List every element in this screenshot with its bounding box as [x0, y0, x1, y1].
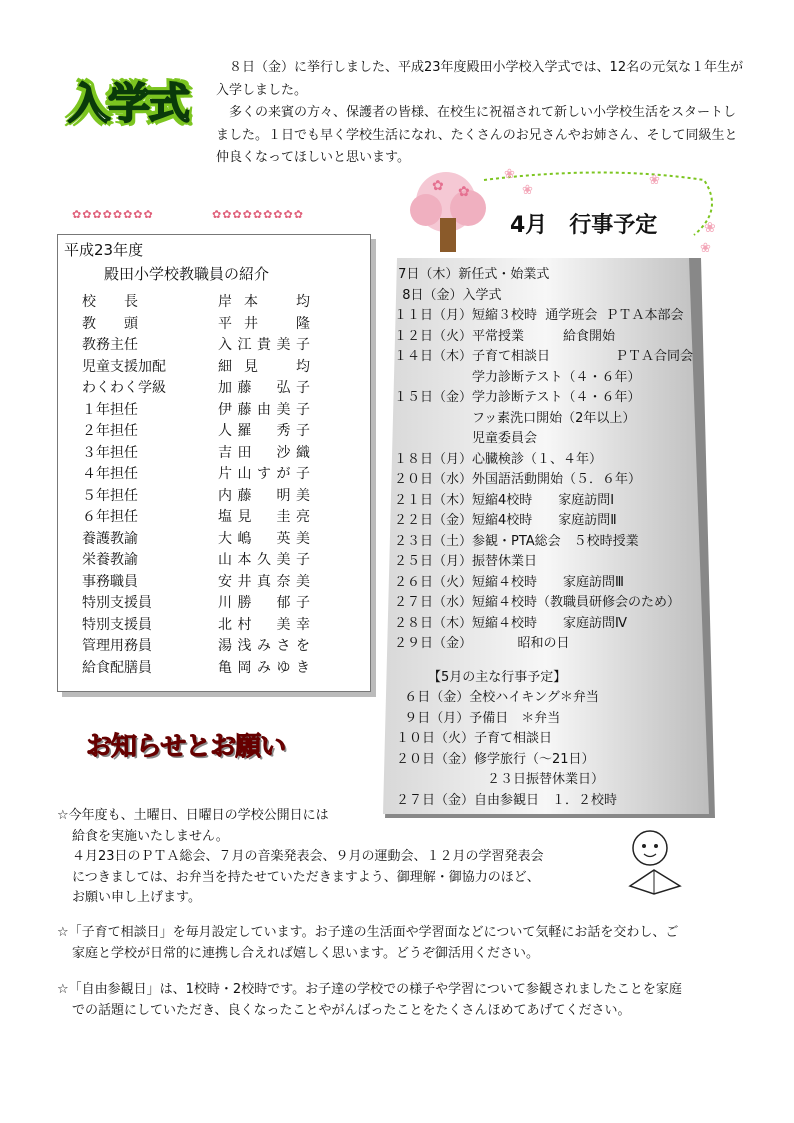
flower-decoration-icon: ✿✿✿✿✿✿✿✿✿: [212, 208, 304, 221]
staff-name: 細見 均: [218, 358, 310, 375]
entrance-ceremony-text: [216, 57, 748, 170]
staff-role: 事務職員: [82, 573, 138, 590]
staff-name: 北村 美幸: [218, 616, 310, 633]
notice-line: ４月23日のＰＴＡ総会、７月の音楽発表会、９月の運動会、１２月の学習発表会: [72, 849, 544, 865]
event-row: ６日（金）全校ハイキング＊弁当: [396, 690, 599, 705]
staff-name: 湯浅みさを: [218, 638, 310, 654]
staff-role: 校 長: [82, 294, 138, 310]
staff-role: 教務主任: [82, 337, 138, 353]
event-row: 8日（金）入学式: [394, 287, 502, 303]
staff-row: [82, 571, 362, 593]
notice-item: [57, 923, 747, 964]
notice-list: [57, 806, 747, 1021]
staff-role: わくわく学級: [82, 380, 166, 396]
staff-role: 給食配膳員: [82, 659, 152, 676]
event-row: ２３日振替休業日）: [396, 772, 605, 787]
flower-decoration-icon: ✿✿✿✿✿✿✿✿: [72, 208, 154, 221]
svg-text:❀: ❀: [504, 167, 515, 182]
event-row: ２７日（水）短縮４校時（教職員研修会のため）: [394, 595, 681, 610]
staff-row: [82, 506, 362, 528]
staff-row: [82, 528, 362, 550]
svg-text:✿: ✿: [432, 178, 444, 194]
event-row: 児童委員会: [394, 431, 538, 446]
staff-name: 伊藤由美子: [218, 401, 310, 418]
staff-row: [82, 291, 362, 313]
staff-name: 吉田 沙織: [218, 444, 310, 461]
svg-text:❀: ❀: [704, 220, 716, 236]
event-row: 7日（木）新任式・始業式: [394, 267, 550, 282]
event-row: １１日（月）短縮３校時 通学班会 ＰＴＡ本部会: [394, 308, 684, 323]
staff-row: [82, 485, 362, 507]
event-row: ２０日（水）外国語活動開始（５．６年）: [394, 472, 642, 487]
event-row: ２３日（土）参観・PTA総会 ５校時授業: [394, 533, 639, 549]
notice-line: ☆今年度も、土曜日、日曜日の学校公開日には: [57, 808, 329, 823]
svg-text:✿: ✿: [458, 184, 470, 200]
april-event-list: [394, 263, 724, 653]
staff-row: [82, 420, 362, 442]
event-row: ２５日（月）振替休業日: [394, 554, 538, 569]
staff-role: １年担任: [82, 401, 138, 418]
staff-role: 児童支援加配: [82, 358, 166, 375]
staff-row: [82, 334, 362, 356]
staff-header-title: 殿田小学校教職員の紹介: [104, 265, 270, 283]
notice-item: [57, 980, 747, 1021]
staff-role: 養護教諭: [82, 530, 138, 547]
staff-role: 栄養教諭: [82, 552, 138, 568]
svg-text:❀: ❀: [649, 173, 660, 188]
event-row: 学力診断テスト（４・６年）: [394, 369, 641, 385]
staff-row: [82, 399, 362, 421]
svg-text:❀: ❀: [522, 183, 533, 198]
event-row: ９日（月）予備日 ＊弁当: [396, 710, 561, 726]
notice-line: お願い申し上げます。: [72, 890, 201, 906]
event-row: ２０日（金）修学旅行（～21日）: [396, 751, 595, 767]
staff-name: 川勝 郁子: [218, 595, 310, 611]
event-row: ２１日（木）短縮4校時 家庭訪問Ⅰ: [394, 492, 615, 508]
notice-line: ☆「子育て相談日」を毎月設定しています。お子達の生活面や学習面などについて気軽にお話を交わし、ご: [57, 924, 679, 940]
may-event-list: [396, 686, 617, 809]
staff-row: [82, 657, 362, 679]
staff-row: [82, 592, 362, 614]
staff-role: ３年担任: [82, 444, 138, 461]
event-row: １４日（木）子育て相談日 ＰＴＡ合同会: [394, 349, 694, 364]
staff-introduction-box: [57, 234, 371, 692]
staff-name: 加藤 弘子: [218, 380, 310, 396]
staff-name: 安井真奈美: [218, 573, 310, 590]
staff-role: ４年担任: [82, 466, 138, 482]
staff-name: 山本久美子: [218, 552, 310, 568]
event-row: ２６日（火）短縮４校時 家庭訪問Ⅲ: [394, 574, 624, 590]
notice-item: [57, 806, 747, 909]
staff-row: [82, 463, 362, 485]
staff-role: ６年担任: [82, 509, 138, 525]
staff-name: 塩見 圭亮: [218, 509, 310, 525]
april-schedule-title: 4月 行事予定: [510, 213, 658, 238]
event-row: １２日（火）平常授業 給食開始: [394, 328, 616, 344]
staff-role: 管理用務員: [82, 638, 152, 654]
staff-name: 岸本 均: [218, 294, 310, 310]
staff-role: ５年担任: [82, 487, 138, 504]
staff-row: [82, 442, 362, 464]
notice-line: ☆「自由参観日」は、1校時・2校時です。お子達の学校での様子や学習について参観されましたことを家庭: [57, 982, 682, 998]
staff-name: 入江貴美子: [218, 337, 310, 353]
staff-name: 人羅 秀子: [218, 423, 310, 439]
staff-header-year: 平成23年度: [64, 241, 144, 259]
staff-row: [82, 635, 362, 657]
entrance-ceremony-title: 入学式: [68, 79, 189, 128]
staff-role: 特別支援員: [82, 616, 152, 633]
notice-line: での話題にしていただき、良くなったことやがんばったことをたくさんほめてあげてください。: [72, 1002, 631, 1018]
event-row: ２９日（金） 昭和の日: [394, 636, 570, 651]
staff-name: 亀岡みゆき: [218, 659, 310, 676]
staff-role: 特別支援員: [82, 595, 152, 611]
staff-role: ２年担任: [82, 423, 138, 439]
event-row: ２７日（金）自由参観日 １．２校時: [396, 792, 618, 808]
event-row: ２８日（木）短縮４校時 家庭訪問Ⅳ: [394, 615, 627, 631]
staff-name: 内藤 明美: [218, 487, 310, 504]
staff-role: 教 頭: [82, 315, 138, 332]
staff-row: [82, 377, 362, 399]
staff-row: [82, 313, 362, 335]
svg-text:❀: ❀: [700, 241, 711, 256]
notice-line: 給食を実施いたしません。: [72, 828, 229, 844]
may-schedule-title: 【5月の主な行事予定】: [428, 670, 567, 685]
staff-row: [82, 549, 362, 571]
staff-list: [82, 291, 362, 678]
intro-paragraph: 多くの来賓の方々、保護者の皆様、在校生に祝福されて新しい小学校生活をスタートしました。１日でも早く学校生活になれ、たくさんのお兄さんやお姉さん、そして同級生と仲良くなってほしいと思います。: [216, 105, 738, 166]
staff-row: [82, 614, 362, 636]
event-row: フッ素洗口開始（2年以上）: [394, 410, 636, 426]
notice-line: につきましては、お弁当を持たせていただきますよう、御理解・御協力のほど、: [72, 869, 540, 885]
notice-title: お知らせとお願い: [86, 732, 286, 762]
notice-line: 家庭と学校が日常的に連携し合えれば嬉しく思います。どうぞ御活用ください。: [72, 945, 539, 961]
event-row: １０日（火）子育て相談日: [396, 731, 553, 746]
intro-paragraph: ８日（金）に挙行しました、平成23年度殿田小学校入学式では、12名の元気な１年生が入学しました。: [216, 60, 744, 98]
event-row: １８日（月）心臓検診（１、４年）: [394, 451, 603, 467]
staff-name: 片山すが子: [218, 466, 310, 482]
event-row: １５日（金）学力診断テスト（４・６年）: [394, 390, 641, 405]
event-row: ２２日（金）短縮4校時 家庭訪問Ⅱ: [394, 513, 617, 528]
staff-name: 平井 隆: [218, 315, 310, 332]
staff-name: 大嶋 英美: [218, 530, 310, 547]
staff-row: [82, 356, 362, 378]
